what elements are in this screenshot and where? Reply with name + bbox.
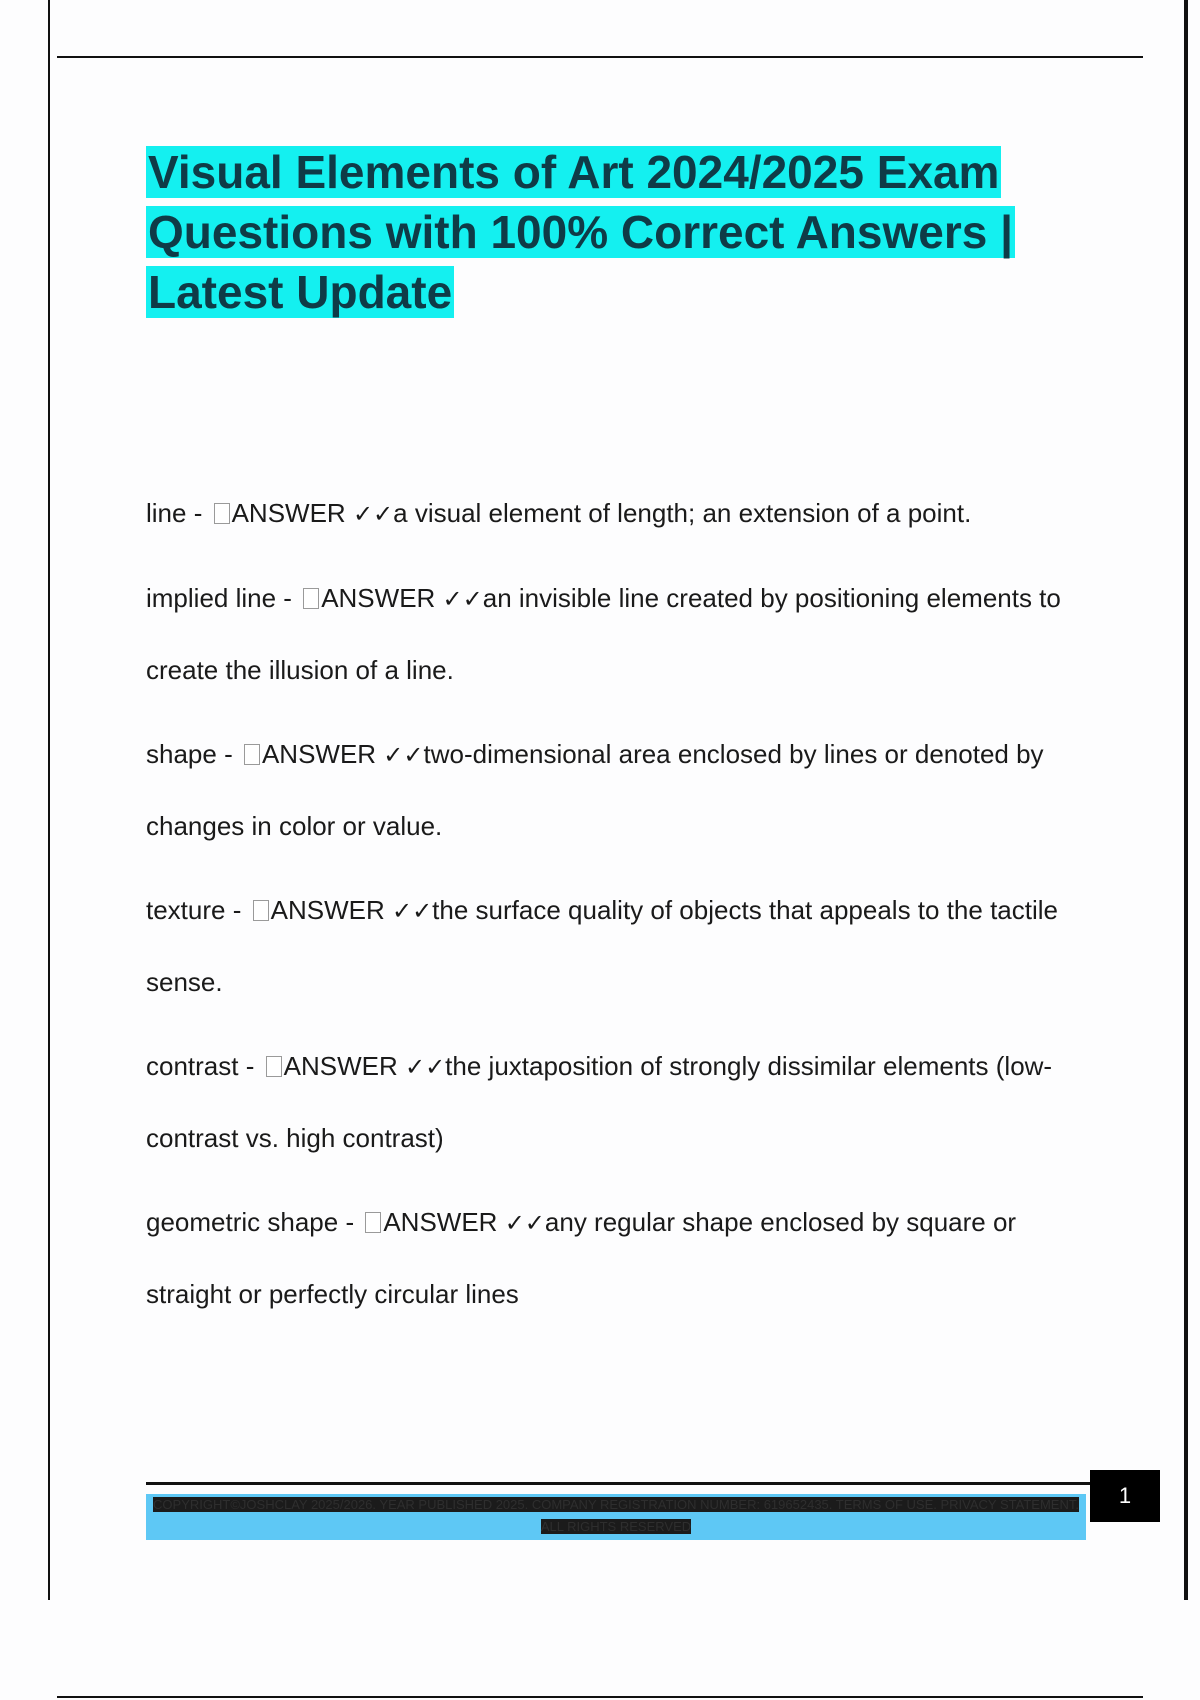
qa-list xyxy=(146,478,1106,1343)
missing-glyph-box-icon xyxy=(266,1056,282,1077)
qa-term: shape xyxy=(146,739,217,769)
double-checkmark-icon: ✓✓ xyxy=(391,897,433,925)
missing-glyph-box-icon xyxy=(214,503,230,524)
qa-item-contrast xyxy=(146,1031,1106,1174)
missing-glyph-box-icon xyxy=(303,588,319,609)
qa-definition: an invisible line created by positioning elements to create the illusion of a line. xyxy=(146,583,1061,685)
qa-term: implied line xyxy=(146,583,277,613)
qa-definition: a visual element of length; an extension of a point. xyxy=(393,498,972,528)
qa-separator: - xyxy=(238,1051,262,1081)
document-title xyxy=(146,142,1086,322)
missing-glyph-box-icon xyxy=(253,900,269,921)
qa-item-line xyxy=(146,478,1106,550)
qa-definition: two-dimensional area enclosed by lines or denoted by changes in color or value. xyxy=(146,739,1044,841)
header-rule xyxy=(57,56,1143,58)
qa-term: line xyxy=(146,498,187,528)
qa-term: geometric shape xyxy=(146,1207,339,1237)
qa-separator: - xyxy=(276,583,300,613)
qa-item-texture xyxy=(146,875,1106,1018)
qa-separator: - xyxy=(225,895,249,925)
qa-item-implied-line xyxy=(146,563,1106,706)
double-checkmark-icon: ✓✓ xyxy=(352,500,394,528)
footer-rule xyxy=(146,1482,1090,1485)
qa-definition: the juxtaposition of strongly dissimilar elements (low-contrast vs. high contrast) xyxy=(146,1051,1053,1153)
double-checkmark-icon: ✓✓ xyxy=(404,1053,446,1081)
qa-item-shape xyxy=(146,719,1106,862)
qa-definition: the surface quality of objects that appeals to the tactile sense. xyxy=(146,895,1058,997)
double-checkmark-icon: ✓✓ xyxy=(504,1209,545,1237)
qa-answer-label: ANSWER xyxy=(231,498,353,528)
page-right-border xyxy=(1184,0,1188,1600)
qa-term: contrast xyxy=(146,1051,239,1081)
next-page-rule xyxy=(57,1696,1143,1698)
qa-separator: - xyxy=(338,1207,362,1237)
qa-answer-label: ANSWER xyxy=(321,583,443,613)
footer-copyright-band xyxy=(146,1494,1086,1540)
qa-separator: - xyxy=(216,739,240,769)
page-number: 1 xyxy=(1090,1470,1160,1522)
missing-glyph-box-icon xyxy=(244,744,260,765)
qa-term: texture xyxy=(146,895,226,925)
footer-copyright-text: COPYRIGHT©JOSHCLAY 2025/2026. YEAR PUBLISHED 2025. COMPANY REGISTRATION NUMBER: 619652435. TERMS OF USE. PRIVACY STATEMENT. ALL RIGHTS RESERVED xyxy=(153,1497,1079,1534)
document-title-text: Visual Elements of Art 2024/2025 Exam Questions with 100% Correct Answers | Latest Update xyxy=(148,146,1013,318)
double-checkmark-icon: ✓✓ xyxy=(442,585,483,613)
qa-definition: any regular shape enclosed by square or straight or perfectly circular lines xyxy=(146,1207,1017,1309)
qa-separator: - xyxy=(186,498,210,528)
qa-item-geometric-shape xyxy=(146,1187,1106,1330)
qa-answer-label: ANSWER xyxy=(383,1207,505,1237)
qa-answer-label: ANSWER xyxy=(283,1051,405,1081)
qa-answer-label: ANSWER xyxy=(261,739,384,769)
missing-glyph-box-icon xyxy=(365,1212,381,1233)
page-left-border xyxy=(48,0,50,1600)
qa-answer-label: ANSWER xyxy=(270,895,392,925)
double-checkmark-icon: ✓✓ xyxy=(383,741,424,769)
